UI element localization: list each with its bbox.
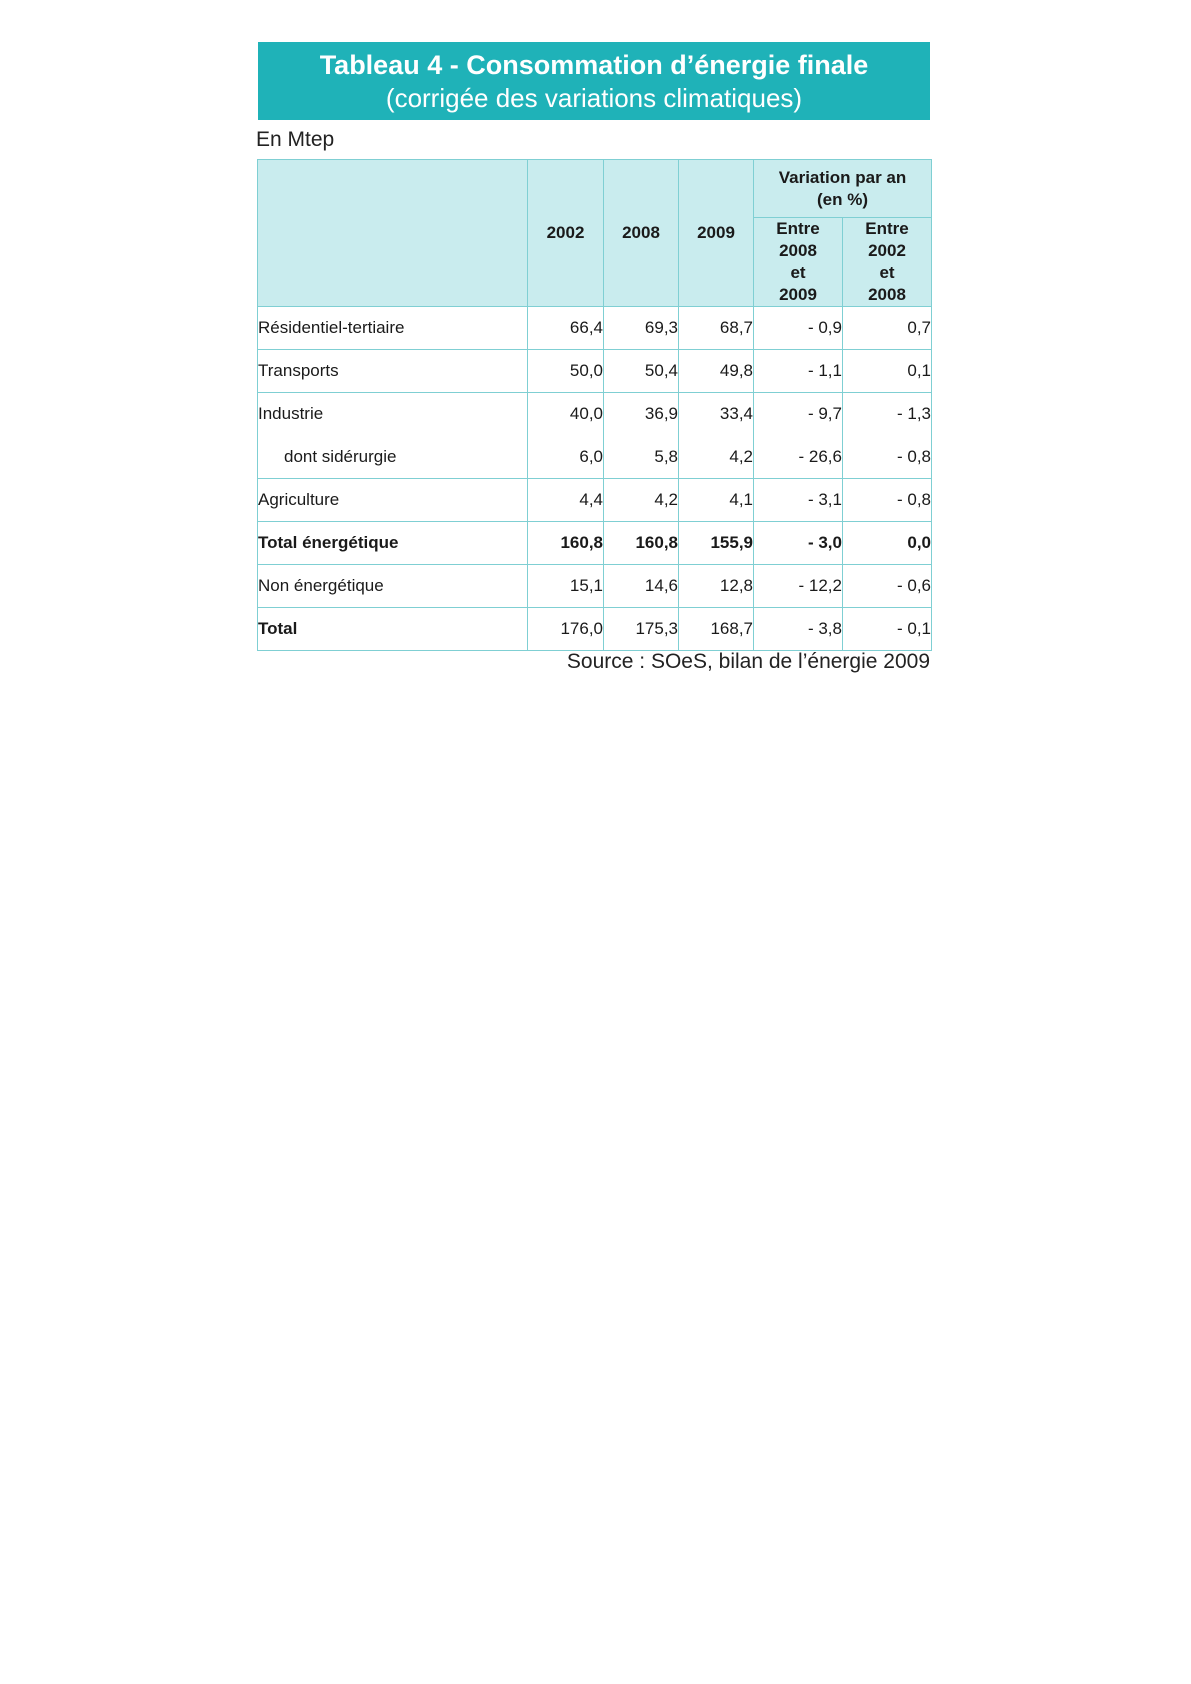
header-variation-group: Variation par an (en %): [754, 160, 932, 218]
cell-2008: 4,2: [604, 479, 679, 522]
energy-consumption-table: [257, 159, 932, 651]
cell-2008: 5,8: [604, 436, 679, 479]
cell-2008: 50,4: [604, 350, 679, 393]
cell-2009: 155,9: [679, 522, 754, 565]
cell-var-2002-2008: 0,1: [843, 350, 932, 393]
cell-var-2002-2008: - 0,6: [843, 565, 932, 608]
cell-2002: 160,8: [528, 522, 604, 565]
cell-var-2002-2008: - 0,1: [843, 608, 932, 651]
header-year-2009: 2009: [679, 160, 754, 307]
cell-var-2008-2009: - 9,7: [754, 393, 843, 436]
cell-2009: 68,7: [679, 307, 754, 350]
row-label: Non énergétique: [258, 565, 528, 608]
cell-2009: 12,8: [679, 565, 754, 608]
unit-label: En Mtep: [256, 128, 335, 151]
cell-var-2008-2009: - 0,9: [754, 307, 843, 350]
cell-2002: 15,1: [528, 565, 604, 608]
cell-var-2002-2008: 0,7: [843, 307, 932, 350]
cell-2008: 14,6: [604, 565, 679, 608]
cell-var-2008-2009: - 1,1: [754, 350, 843, 393]
cell-2009: 168,7: [679, 608, 754, 651]
header-variation-2002-2008: Entre 2002 et 2008: [843, 218, 932, 307]
cell-2009: 33,4: [679, 393, 754, 436]
cell-2008: 36,9: [604, 393, 679, 436]
cell-2002: 66,4: [528, 307, 604, 350]
header-blank-cell: [258, 160, 528, 307]
cell-var-2008-2009: - 3,1: [754, 479, 843, 522]
cell-2008: 69,3: [604, 307, 679, 350]
cell-2008: 160,8: [604, 522, 679, 565]
row-label: Résidentiel-tertiaire: [258, 307, 528, 350]
table-row: [258, 608, 932, 651]
table-row: [258, 522, 932, 565]
header-year-2002: 2002: [528, 160, 604, 307]
cell-2009: 4,1: [679, 479, 754, 522]
header-variation-2008-2009: Entre 2008 et 2009: [754, 218, 843, 307]
row-label: Agriculture: [258, 479, 528, 522]
cell-2009: 49,8: [679, 350, 754, 393]
cell-var-2008-2009: - 26,6: [754, 436, 843, 479]
row-label: dont sidérurgie: [258, 436, 528, 479]
cell-2002: 40,0: [528, 393, 604, 436]
row-label: Industrie: [258, 393, 528, 436]
row-label: Transports: [258, 350, 528, 393]
table-title-banner: [258, 42, 930, 120]
cell-var-2002-2008: - 1,3: [843, 393, 932, 436]
cell-var-2002-2008: - 0,8: [843, 479, 932, 522]
table-row: [258, 350, 932, 393]
table-subtitle: (corrigée des variations climatiques): [385, 83, 803, 113]
cell-2002: 50,0: [528, 350, 604, 393]
source-note: Source : SOeS, bilan de l’énergie 2009: [566, 650, 930, 673]
cell-2008: 175,3: [604, 608, 679, 651]
table-row: [258, 307, 932, 350]
table-title: Tableau 4 - Consommation d’énergie finale: [319, 50, 869, 80]
table-row: [258, 436, 932, 479]
cell-2002: 176,0: [528, 608, 604, 651]
table-row: [258, 393, 932, 436]
table-row: [258, 565, 932, 608]
cell-2009: 4,2: [679, 436, 754, 479]
cell-var-2002-2008: - 0,8: [843, 436, 932, 479]
cell-2002: 6,0: [528, 436, 604, 479]
table-row: [258, 479, 932, 522]
cell-var-2008-2009: - 3,0: [754, 522, 843, 565]
header-year-2008: 2008: [604, 160, 679, 307]
row-label: Total: [258, 608, 528, 651]
cell-var-2008-2009: - 3,8: [754, 608, 843, 651]
row-label: Total énergétique: [258, 522, 528, 565]
cell-2002: 4,4: [528, 479, 604, 522]
cell-var-2002-2008: 0,0: [843, 522, 932, 565]
cell-var-2008-2009: - 12,2: [754, 565, 843, 608]
